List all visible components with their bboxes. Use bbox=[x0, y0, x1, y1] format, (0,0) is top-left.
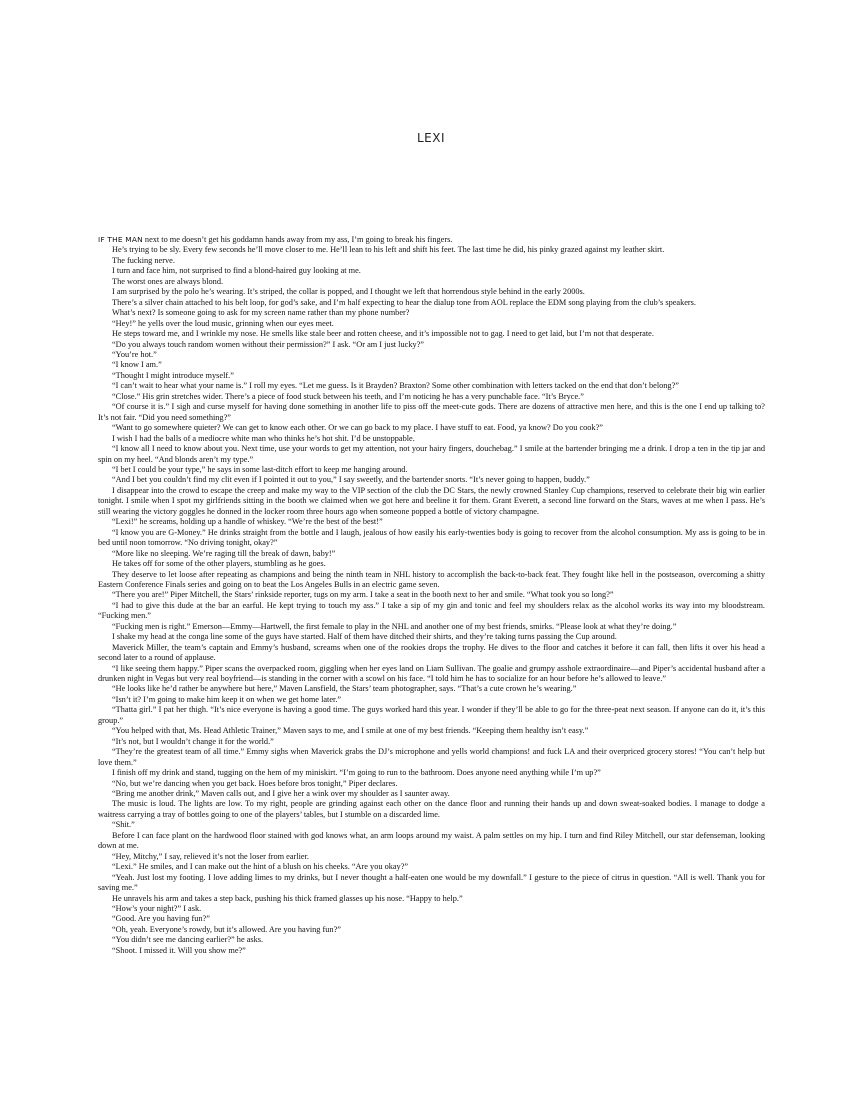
paragraph-text: “It’s not, but I wouldn’t change it for the world.” bbox=[112, 736, 274, 746]
paragraph bbox=[98, 475, 765, 485]
paragraph bbox=[98, 904, 765, 914]
paragraph-text: The music is loud. The lights are low. To my right, people are grinding against each other on the dance floor and running their hands up and down sweat-soaked bodies. I manage to dodge a waitress carrying a tray of bottles going to one of the players’ tables, but I stumble on a discarded lime. bbox=[98, 799, 765, 819]
paragraph-text: “Oh, yeah. Everyone’s rowdy, but it’s allowed. Are you having fun?” bbox=[112, 924, 341, 934]
paragraph bbox=[98, 747, 765, 768]
paragraph-text: “More like no sleeping. We’re raging till the break of dawn, baby!” bbox=[112, 548, 336, 558]
paragraph-text: Before I can face plant on the hardwood floor stained with god knows what, an arm loops around my waist. A palm settles on my hip. I turn and find Riley Mitchell, our star defenseman, looking down at me. bbox=[98, 830, 765, 851]
paragraph bbox=[98, 768, 765, 778]
paragraph-text: next to me doesn’t get his goddamn hands away from my ass, I’m going to break his fingers. bbox=[142, 235, 453, 244]
paragraph-text: “Hey, Mitchy,” I say, relieved it’s not the loser from earlier. bbox=[112, 851, 309, 861]
paragraph-text: “How’s your night?” I ask. bbox=[112, 904, 202, 913]
paragraph bbox=[98, 319, 765, 329]
paragraph bbox=[98, 559, 765, 569]
paragraph bbox=[98, 266, 765, 276]
paragraph-text: “Hey!” he yells over the loud music, grinning when our eyes meet. bbox=[112, 318, 334, 328]
paragraph-text: I wish I had the balls of a mediocre white man who thinks he’s hot shit. I’d be unstoppable. bbox=[112, 433, 415, 443]
paragraph bbox=[98, 360, 765, 370]
paragraph-text: They deserve to let loose after repeating as champions and being the ninth team in NHL history to accomplish the back-to-back feat. They fought like hell in the postseason, overcoming a shitty Eastern Conference Finals series and going on to beat the Los Angeles Bulls in an electric game seven. bbox=[98, 569, 765, 589]
paragraph bbox=[98, 434, 765, 444]
paragraph bbox=[98, 277, 765, 287]
paragraph-text: He steps toward me, and I wrinkle my nose. He smells like stale beer and rotten cheese, and it’s impossible not to gag. I need to get laid, but I’m not that desperate. bbox=[112, 329, 654, 339]
paragraph bbox=[98, 779, 765, 789]
paragraph-text: “They’re the greatest team of all time.” Emmy sighs when Maverick grabs the DJ’s microphone and yells world champions! and fuck LA and their overpriced grocery stores! “You can’t help but love them.” bbox=[98, 747, 765, 767]
paragraph bbox=[98, 381, 765, 391]
paragraph bbox=[98, 799, 765, 820]
paragraph-text: The fucking nerve. bbox=[112, 255, 175, 265]
paragraph-text: “Isn’t it? I’m going to make him keep it on when we get home later.” bbox=[112, 694, 342, 704]
paragraph bbox=[98, 643, 765, 664]
paragraph-text: “Thought I might introduce myself.” bbox=[112, 370, 234, 380]
paragraph-text: I disappear into the crowd to escape the creep and make my way to the VIP section of the club the DC Stars, the newly crowned Stanley Cup champions, reserved to celebrate their big win earlier tonight. I smile when I spot my girlfriends sitting in the booth we claimed when we got here and beeline it for them. Grant Everett, a second line forward on the Stars, waves at me when I pass. He’s still wearing the victory goggles he donned in the locker room three hours ago when someone popped a bottle of victory champagne. bbox=[98, 485, 765, 516]
paragraph bbox=[98, 329, 765, 339]
paragraph bbox=[98, 852, 765, 862]
opening-words: IF THE MAN bbox=[98, 235, 143, 244]
paragraph bbox=[98, 726, 765, 736]
paragraph-text: “Shit.” bbox=[112, 820, 135, 830]
paragraph-text: “I know all I need to know about you. Next time, use your words to get my attention, not your hairy fingers, douchebag.” I smile at the bartender bringing me a drink. I drop a ten in the tip jar and spin on my heel. “And blonds aren’t my type.” bbox=[98, 444, 765, 464]
paragraph bbox=[98, 392, 765, 402]
paragraph bbox=[98, 235, 765, 245]
chapter-title: LEXI bbox=[416, 131, 446, 145]
paragraph bbox=[98, 423, 765, 433]
paragraph bbox=[98, 664, 765, 685]
paragraph bbox=[98, 256, 765, 266]
paragraph-text: “Good. Are you having fun?” bbox=[112, 914, 210, 924]
paragraph bbox=[98, 245, 765, 255]
paragraph bbox=[98, 737, 765, 747]
paragraph bbox=[98, 925, 765, 935]
paragraph-text: “He looks like he’d rather be anywhere but here,” Maven Lansfield, the Stars’ team photographer, says. “That’s a cute crown he’s wearing.” bbox=[112, 684, 577, 694]
paragraph bbox=[98, 935, 765, 945]
paragraph bbox=[98, 570, 765, 591]
paragraph bbox=[98, 820, 765, 830]
paragraph-text: I turn and face him, not surprised to find a blond-haired guy looking at me. bbox=[112, 266, 361, 276]
paragraph-text: “You didn’t see me dancing earlier?” he asks. bbox=[112, 935, 264, 945]
paragraph bbox=[98, 340, 765, 350]
paragraph-text: He’s trying to be sly. Every few seconds he’ll move closer to me. He’ll lean to his left and shift his feet. The last time he did, his pinky grazed against my leather skirt. bbox=[112, 245, 665, 255]
paragraph bbox=[98, 622, 765, 632]
paragraph bbox=[98, 298, 765, 308]
paragraph bbox=[98, 528, 765, 549]
paragraph bbox=[98, 789, 765, 799]
paragraph-text: “Of course it is.” I sigh and curse myself for having done something in another life to piss off the meet-cute gods. There are dozens of attractive men here, and this is the one I end up talking to? It’s not fair. “Did you need something?” bbox=[98, 402, 765, 422]
paragraph bbox=[98, 308, 765, 318]
paragraph-text: He unravels his arm and takes a step back, pushing his thick framed glasses up his nose. “Happy to help.” bbox=[112, 893, 463, 903]
paragraph-text: “I know you are G-Money.” He drinks straight from the bottle and I laugh, jealous of how easily his early-twenties body is going to recover from the alcohol consumption. My ass is going to be in bed until noon tomorrow. “No driving tonight, okay?” bbox=[98, 527, 765, 548]
paragraph bbox=[98, 684, 765, 694]
paragraph-text: “You helped with that, Ms. Head Athletic Trainer,” Maven says to me, and I smile at one of my best friends. “Keeping them healthy isn’t easy.” bbox=[112, 726, 589, 736]
paragraph bbox=[98, 549, 765, 559]
paragraph-text: “I know I am.” bbox=[112, 360, 162, 370]
paragraph-text: “You’re hot.” bbox=[112, 349, 157, 359]
paragraph-text: “Shoot. I missed it. Will you show me?” bbox=[112, 945, 246, 955]
paragraph-text: He takes off for some of the other players, stumbling as he goes. bbox=[112, 559, 326, 569]
paragraph-text: “I can’t wait to hear what your name is.” I roll my eyes. “Let me guess. Is it Brayden? Braxton? Some other combination with letters tacked on the end that don’t belong?” bbox=[112, 381, 679, 391]
paragraph-text: “No, but we’re dancing when you get back. Hoes before bros tonight,” Piper declares. bbox=[112, 778, 398, 788]
paragraph bbox=[98, 371, 765, 381]
paragraph bbox=[98, 705, 765, 726]
chapter-body bbox=[98, 235, 765, 956]
paragraph-text: “Lexi!” he screams, holding up a handle of whiskey. “We’re the best of the best!” bbox=[112, 517, 383, 527]
paragraph-text: What’s next? Is someone going to ask for my screen name rather than my phone number? bbox=[112, 308, 410, 318]
paragraph bbox=[98, 946, 765, 956]
paragraph bbox=[98, 862, 765, 872]
paragraph bbox=[98, 350, 765, 360]
paragraph-text: “There you are!” Piper Mitchell, the Stars’ rinkside reporter, tugs on my arm. I take a seat in the booth next to her and smile. “What took you so long?” bbox=[112, 590, 614, 600]
paragraph-text: “Close.” His grin stretches wider. There’s a piece of food stuck between his teeth, and I’m noticing he has a very punchable face. “It’s Bryce.” bbox=[112, 391, 584, 401]
paragraph-text: “Bring me another drink,” Maven calls out, and I give her a wink over my shoulder as I saunter away. bbox=[112, 789, 450, 799]
paragraph-text: Maverick Miller, the team’s captain and Emmy’s husband, screams when one of the rookies drops the trophy. He dives to the floor and catches it before it can fall, then lifts it over his head a second later to a round of applause. bbox=[98, 642, 765, 663]
paragraph bbox=[98, 486, 765, 517]
paragraph bbox=[98, 590, 765, 600]
paragraph bbox=[98, 632, 765, 642]
paragraph bbox=[98, 894, 765, 904]
paragraph-text: “Fucking men is right.” Emerson—Emmy—Hartwell, the first female to play in the NHL and another one of my best friends, smirks. “Please look at what they’re doing.” bbox=[112, 621, 677, 631]
paragraph bbox=[98, 517, 765, 527]
paragraph-text: “And I bet you couldn’t find my clit even if I pointed it out to you,” I say sweetly, and the bartender snorts. “It’s never going to happen, buddy.” bbox=[112, 475, 590, 485]
paragraph-text: “Yeah. Just lost my footing. I love adding limes to my drinks, but I never thought a half-eaten one would be my downfall.” I gesture to the piece of citrus in question. “All is well. Thank you for saving me.” bbox=[98, 872, 765, 893]
paragraph-text: “Want to go somewhere quieter? We can get to know each other. Or we can go back to my place. I have stuff to eat. Food, ya know? Do you cook?” bbox=[112, 423, 603, 433]
paragraph bbox=[98, 444, 765, 465]
paragraph bbox=[98, 287, 765, 297]
paragraph-text: I am surprised by the polo he’s wearing. It’s striped, the collar is popped, and I thought we left that horrendous style behind in the early 2000s. bbox=[112, 287, 585, 297]
paragraph bbox=[98, 601, 765, 622]
paragraph-text: There’s a silver chain attached to his belt loop, for god’s sake, and I’m half expecting to hear the dialup tone from AOL replace the EDM song playing from the club’s speakers. bbox=[112, 297, 696, 307]
paragraph-text: I shake my head at the conga line some of the guys have started. Half of them have ditched their shirts, and they’re taking turns passing the Cup around. bbox=[112, 632, 617, 642]
paragraph-text: The worst ones are always blond. bbox=[112, 276, 224, 286]
paragraph bbox=[98, 873, 765, 894]
paragraph bbox=[98, 914, 765, 924]
paragraph bbox=[98, 465, 765, 475]
paragraph-text: “I like seeing them happy.” Piper scans the overpacked room, giggling when her eyes land on Liam Sullivan. The goalie and grumpy asshole extraordinaire—and Piper’s accidental husband after a drunken night in Vegas but very real boyfriend—is standing in the corner with a scowl on his face. “I told him he has to socialize for an hour before he’s allowed to leave.” bbox=[98, 663, 765, 684]
paragraph-text: I finish off my drink and stand, tugging on the hem of my miniskirt. “I’m going to run to the bathroom. Does anyone need anything while I’m up?” bbox=[112, 768, 601, 778]
paragraph-text: “Thatta girl.” I pat her thigh. “It’s nice everyone is having a good time. The guys worked hard this year. I wonder if they’ll be able to go for the three-peat next season. If anyone can do it, it’s this group.” bbox=[98, 705, 765, 725]
paragraph bbox=[98, 695, 765, 705]
paragraph-text: “Do you always touch random women without their permission?” I ask. “Or am I just lucky?” bbox=[112, 339, 424, 349]
paragraph-text: “I had to give this dude at the bar an earful. He kept trying to touch my ass.” I take a sip of my gin and tonic and feel my shoulders relax as the alcohol works its way into my bloodstream. “Fucking men.” bbox=[98, 600, 765, 621]
paragraph bbox=[98, 831, 765, 852]
paragraph bbox=[98, 402, 765, 423]
paragraph-text: “Lexi.” He smiles, and I can make out the hint of a blush on his cheeks. “Are you okay?” bbox=[112, 862, 409, 872]
paragraph-text: “I bet I could be your type,” he says in some last-ditch effort to keep me hanging around. bbox=[112, 464, 408, 474]
